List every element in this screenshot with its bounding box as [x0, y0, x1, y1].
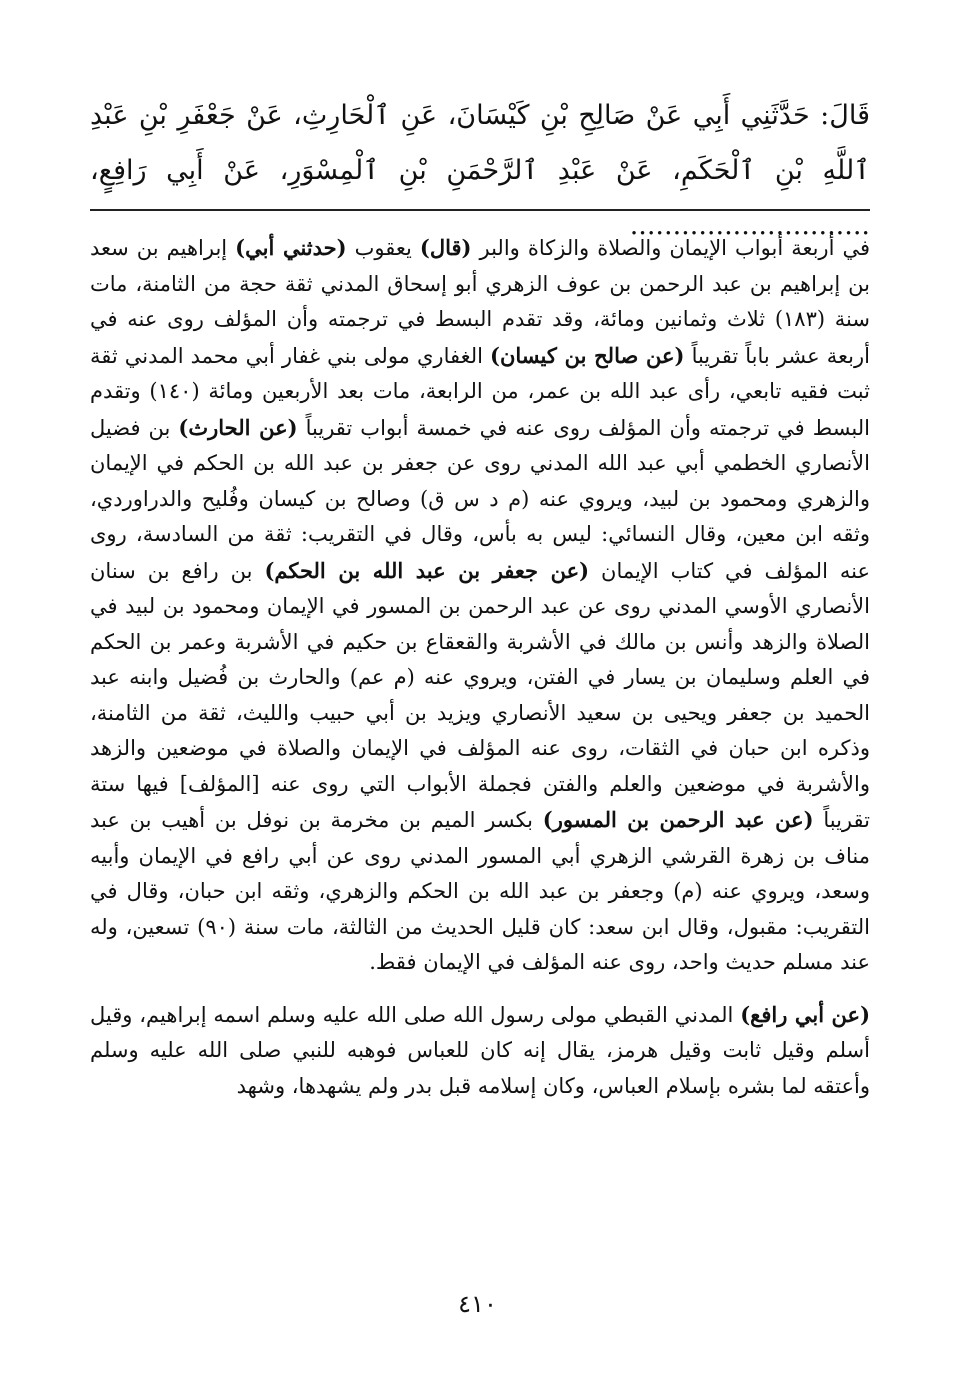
commentary — [90, 230, 870, 1104]
commentary-text: بن فضيل الأنصاري الخطمي أبي عبد الله المدني روى عن جعفر بن عبد الله بن الحكم في الإيمان والزهري ومحمود بن لبيد، ويروي عنه (م د س ق) وصالح بن كيسان وفُليح والدراوردي، وثقه ابن معين، وقال النسائي: ليس به بأس، وقال في التقريب: ثقة من السادسة، روى عنه المؤلف في كتاب الإيمان — [90, 415, 870, 583]
commentary-paragraph-2 — [90, 997, 870, 1105]
commentary-text: بكسر الميم بن مخرمة بن نوفل بن أهيب بن عبد مناف بن زهرة القرشي الزهري أبي المسور المدني روى عن أبي رافع في الإيمان وأبيه وسعد، ويروي عنه (م) وجعفر بن عبد الله بن الحكم والزهري، وثقه ابن حبان، وقال في التقريب: مقبول، وقال ابن سعد: كان قليل الحديث من الثالثة، مات سنة (٩٠) تسعين، وله عند مسلم حديث واحد، روى عنه المؤلف في الإيمان فقط. — [90, 808, 870, 974]
narrator-name: (عن صالح بن كيسان) — [490, 342, 685, 368]
narrator-name: (عن عبد الرحمن بن المسور) — [542, 807, 814, 832]
narrator-name: (عن جعفر بن عبد الله بن الحكم) — [264, 557, 590, 583]
commentary-paragraph-1 — [90, 230, 870, 981]
narrator-name: (قال) — [419, 235, 472, 260]
hadith-text: قَالَ: حَدَّثَنِي أَبِي عَنْ صَالِحِ بْنِ كَيْسَانَ، عَنِ ٱلْحَارِثِ، عَنْ جَعْفَرِ بْنِ عَبْدِ ٱللَّهِ بْنِ ٱلْحَكَمِ، عَنْ عَبْدِ ٱلرَّحْمَنِ بْنِ ٱلْمِسْوَرِ، عَنْ أَبِي رَافِعٍ، — [90, 100, 870, 186]
commentary-text: بن رافع بن سنان الأنصاري الأوسي المدني روى عن عبد الرحمن بن المسور في الإيمان ومحمود بن لبيد في الصلاة والزهد وأنس بن مالك في الأشربة والقعقاع بن حكيم في الأشربة وعمر بن الحكم في العلم وسليمان بن يسار في الفتن، ويروي عنه (م عم) والحارث بن فُضيل وابنه عبد الحميد بن جعفر ويحيى بن سعيد الأنصاري ويزيد بن أبي حبيب والليث، ثقة من الثامنة، وذكره ابن حبان في الثقات، روى عنه المؤلف في الإيمان والصلاة في موضعين والزهد والأشربة في موضعين والعلم والفتن فجملة الأبواب التي روى عنه [المؤلف] فيها ستة تقريباً — [90, 558, 870, 832]
narrator-name: (عن أبي رافع) — [740, 1001, 870, 1027]
footnote-divider — [90, 209, 870, 211]
commentary-text: في أربعة أبواب الإيمان والصلاة والزكاة والبر — [471, 236, 870, 260]
commentary-text: المدني القبطي مولى رسول الله صلى الله عليه وسلم اسمه إبراهيم، وقيل أسلم وقيل ثابت وقيل هرمز، يقال إنه كان للعباس فوهبه للنبي صلى الله عليه وسلم وأعتقه لما بشره بإسلام العباس، وكان إسلامه قبل بدر ولم يشهدها، وشهد — [90, 1002, 870, 1098]
narrator-name: (حدثني أبي) — [235, 235, 347, 260]
commentary-text: إبراهيم بن سعد بن إبراهيم بن عبد الرحمن بن عوف الزهري أبو إسحاق المدني ثقة حجة من الثامنة، مات سنة (١٨٣) ثلاث وثمانين ومائة، وقد تقدم البسط في ترجمته وأن المؤلف روى عنه في أربعة عشر باباً تقريباً — [90, 236, 870, 368]
narrator-name: (عن الحارث) — [178, 414, 298, 440]
hadith-isnad — [90, 88, 870, 253]
commentary-text: الغفاري مولى بني غفار أبي محمد المدني ثقة ثبت فقيه تابعي، رأى عبد الله بن عمر، من الرابعة، مات بعد الأربعين ومائة (١٤٠) وتقدم البسط في ترجمته وأن المؤلف روى عنه في خمسة أبواب تقريباً — [90, 343, 870, 440]
commentary-text: يعقوب — [346, 236, 420, 260]
page-number: ٤١٠ — [458, 1290, 497, 1318]
hadith-dots: ............................ — [629, 210, 870, 241]
